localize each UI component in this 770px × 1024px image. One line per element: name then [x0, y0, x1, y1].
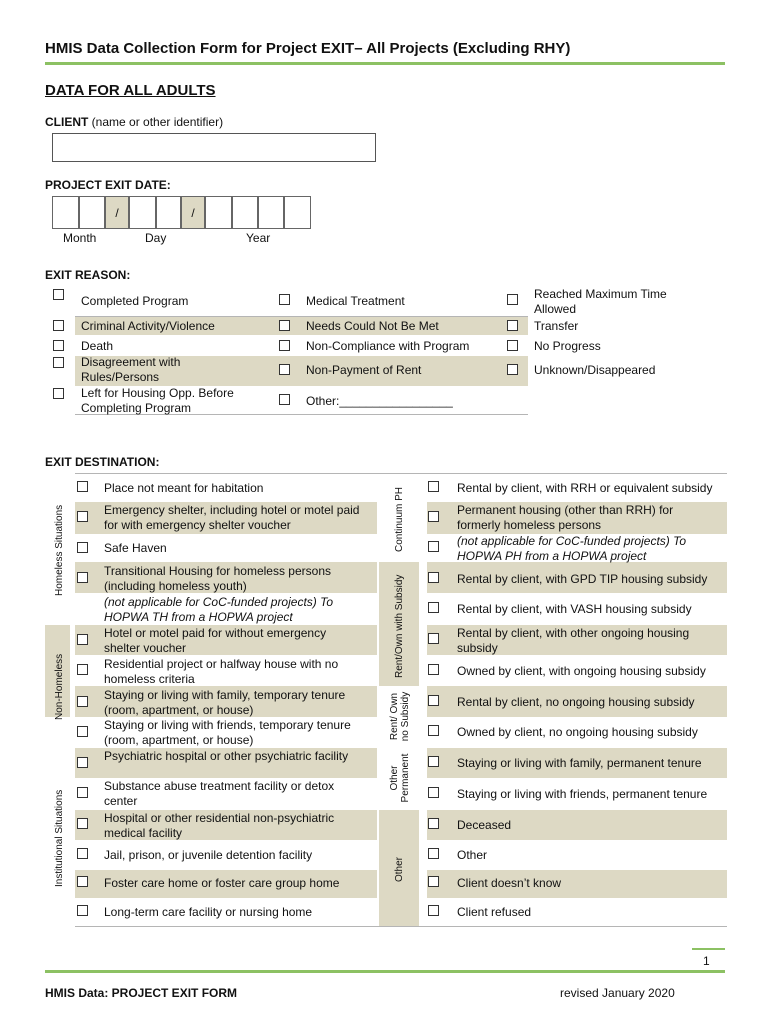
- client-label: CLIENT (name or other identifier): [45, 115, 224, 129]
- dest-checkbox[interactable]: [428, 725, 439, 736]
- dest-checkbox[interactable]: [77, 848, 88, 859]
- date-year-2[interactable]: [232, 196, 258, 229]
- exit-reason-heading: EXIT REASON:: [45, 268, 131, 282]
- dest-checkbox[interactable]: [77, 818, 88, 829]
- dest-label: Owned by client, with ongoing housing subsidy: [457, 664, 706, 678]
- dest-label: Rental by client, with VASH housing subsidy: [457, 602, 692, 616]
- reason-noncompliance-label: Non-Compliance with Program: [306, 339, 470, 353]
- group-institutional-label: Institutional Situations: [54, 789, 65, 887]
- footer-divider: [45, 970, 725, 973]
- dest-checkbox[interactable]: [428, 541, 439, 552]
- dest-checkbox[interactable]: [77, 726, 88, 737]
- date-month-2[interactable]: [79, 196, 105, 229]
- reason-nonpayment-label: Non-Payment of Rent: [306, 363, 422, 377]
- reason-death-checkbox[interactable]: [53, 340, 64, 351]
- date-separator-1: /: [105, 196, 129, 229]
- section-heading: DATA FOR ALL ADULTS: [45, 82, 216, 99]
- dest-checkbox[interactable]: [77, 511, 88, 522]
- group-other-permanent-label: Other Permanent: [389, 753, 411, 803]
- reason-no-progress-checkbox[interactable]: [507, 340, 518, 351]
- dest-label: Safe Haven: [104, 541, 167, 555]
- reason-other-label: Other:_________________: [306, 394, 453, 408]
- dest-label: Foster care home or foster care group home: [104, 876, 340, 890]
- dest-checkbox[interactable]: [428, 848, 439, 859]
- dest-checkbox[interactable]: [428, 756, 439, 767]
- dest-checkbox[interactable]: [77, 481, 88, 492]
- dest-checkbox[interactable]: [428, 572, 439, 583]
- form-title: HMIS Data Collection Form for Project EXIT– All Projects (Excluding RHY): [45, 40, 571, 57]
- dest-label: Other: [457, 848, 488, 862]
- year-caption: Year: [246, 231, 271, 245]
- group-homeless-label: Homeless Situations: [54, 504, 65, 596]
- dest-checkbox[interactable]: [77, 905, 88, 916]
- reason-criminal-label: Criminal Activity/Violence: [81, 319, 215, 333]
- dest-label: Emergency shelter, including hotel or motel paid for with emergency shelter voucher: [104, 503, 360, 532]
- dest-label: Jail, prison, or juvenile detention facility: [104, 848, 313, 862]
- dest-label: Staying or living with family, permanent tenure: [457, 756, 702, 770]
- dest-label: Substance abuse treatment facility or detox center: [104, 779, 335, 808]
- dest-checkbox[interactable]: [428, 511, 439, 522]
- reason-medical-checkbox[interactable]: [279, 294, 290, 305]
- reason-death-label: Death: [81, 339, 114, 353]
- reason-medical-label: Medical Treatment: [306, 294, 405, 308]
- dest-checkbox[interactable]: [77, 664, 88, 675]
- dest-checkbox[interactable]: [428, 818, 439, 829]
- dest-label: Staying or living with family, temporary tenure (room, apartment, or house): [104, 688, 346, 717]
- reason-nonpayment-checkbox[interactable]: [279, 364, 290, 375]
- dest-checkbox[interactable]: [428, 633, 439, 644]
- reason-unknown-label: Unknown/Disappeared: [534, 363, 656, 377]
- group-other-label: Other: [394, 856, 405, 882]
- dest-checkbox[interactable]: [77, 572, 88, 583]
- dest-label: Client doesn’t know: [457, 876, 562, 890]
- group-nonhomeless-label: Non-Homeless: [54, 653, 65, 720]
- dest-checkbox[interactable]: [428, 602, 439, 613]
- group-rent-own-no-subsidy-label: Rent/ Own no Subsidy: [389, 691, 411, 742]
- dest-label: Residential project or halfway house with no homeless criteria: [104, 657, 339, 686]
- dest-label: Place not meant for habitation: [104, 481, 264, 495]
- client-input[interactable]: [52, 133, 376, 162]
- reason-completed-label: Completed Program: [81, 294, 189, 308]
- divider: [75, 473, 727, 474]
- dest-label: Staying or living with friends, permanent tenure: [457, 787, 708, 801]
- dest-label: (not applicable for CoC-funded projects) To HOPWA PH from a HOPWA project: [457, 534, 687, 563]
- dest-checkbox[interactable]: [428, 664, 439, 675]
- dest-checkbox[interactable]: [77, 787, 88, 798]
- divider: [75, 316, 528, 317]
- reason-disagreement-label: Disagreement with Rules/Persons: [81, 355, 181, 384]
- dest-checkbox[interactable]: [428, 905, 439, 916]
- reason-max-time-label: Reached Maximum Time Allowed: [534, 287, 667, 316]
- exit-destination-heading: EXIT DESTINATION:: [45, 455, 160, 469]
- reason-needs-checkbox[interactable]: [279, 320, 290, 331]
- title-divider: [45, 62, 725, 65]
- footer-revision: revised January 2020: [560, 986, 675, 1000]
- date-year-1[interactable]: [205, 196, 232, 229]
- dest-checkbox[interactable]: [77, 634, 88, 645]
- dest-label: Rental by client, with other ongoing housing subsidy: [457, 626, 690, 655]
- date-separator-2: /: [181, 196, 205, 229]
- date-year-3[interactable]: [258, 196, 284, 229]
- day-caption: Day: [145, 231, 167, 245]
- dest-checkbox[interactable]: [77, 757, 88, 768]
- dest-label: Hospital or other residential non-psychiatric medical facility: [104, 811, 335, 840]
- reason-unknown-checkbox[interactable]: [507, 364, 518, 375]
- dest-checkbox[interactable]: [428, 481, 439, 492]
- dest-label: Client refused: [457, 905, 532, 919]
- reason-completed-checkbox[interactable]: [53, 289, 64, 300]
- dest-checkbox[interactable]: [428, 695, 439, 706]
- dest-checkbox[interactable]: [77, 542, 88, 553]
- month-caption: Month: [63, 231, 97, 245]
- dest-label: Hotel or motel paid for without emergency shelter voucher: [104, 626, 327, 655]
- dest-label: Staying or living with friends, temporary tenure (room, apartment, or house): [104, 718, 351, 747]
- dest-label: Rental by client, with RRH or equivalent subsidy: [457, 481, 713, 495]
- reason-left-housing-checkbox[interactable]: [53, 388, 64, 399]
- reason-transfer-checkbox[interactable]: [507, 320, 518, 331]
- group-continuum-ph-label: Continuum PH: [394, 486, 405, 552]
- dest-label: Deceased: [457, 818, 512, 832]
- divider: [75, 926, 727, 927]
- dest-checkbox[interactable]: [428, 787, 439, 798]
- dest-label: Rental by client, with GPD TIP housing subsidy: [457, 572, 708, 586]
- dest-checkbox[interactable]: [77, 876, 88, 887]
- reason-transfer-label: Transfer: [534, 319, 579, 333]
- group-rent-own-subsidy-label: Rent/Own with Subsidy: [394, 574, 405, 678]
- dest-label: Owned by client, no ongoing housing subsidy: [457, 725, 698, 739]
- dest-checkbox[interactable]: [77, 696, 88, 707]
- date-month-1[interactable]: [52, 196, 79, 229]
- reason-other-checkbox[interactable]: [279, 394, 290, 405]
- dest-label: Rental by client, no ongoing housing subsidy: [457, 695, 695, 709]
- date-year-4[interactable]: [284, 196, 311, 229]
- dest-label: Long-term care facility or nursing home: [104, 905, 313, 919]
- dest-label: Permanent housing (other than RRH) for formerly homeless persons: [457, 503, 674, 532]
- exit-date-label: PROJECT EXIT DATE:: [45, 178, 171, 192]
- reason-no-progress-label: No Progress: [534, 339, 601, 353]
- reason-left-housing-label: Left for Housing Opp. Before Completing Program: [81, 386, 234, 415]
- footer-form-name: HMIS Data: PROJECT EXIT FORM: [45, 986, 238, 1000]
- page-number: 1: [703, 954, 710, 968]
- page-number-rule: [692, 948, 725, 950]
- date-day-2[interactable]: [156, 196, 181, 229]
- reason-noncompliance-checkbox[interactable]: [279, 340, 290, 351]
- reason-max-time-checkbox[interactable]: [507, 294, 518, 305]
- dest-label: Transitional Housing for homeless persons (including homeless youth): [104, 564, 331, 593]
- dest-label: (not applicable for CoC-funded projects) To HOPWA TH from a HOPWA project: [104, 595, 334, 624]
- date-day-1[interactable]: [129, 196, 156, 229]
- reason-needs-label: Needs Could Not Be Met: [306, 319, 439, 333]
- dest-checkbox[interactable]: [428, 876, 439, 887]
- reason-disagreement-checkbox[interactable]: [53, 357, 64, 368]
- dest-label: Psychiatric hospital or other psychiatric facility: [104, 749, 349, 763]
- reason-criminal-checkbox[interactable]: [53, 320, 64, 331]
